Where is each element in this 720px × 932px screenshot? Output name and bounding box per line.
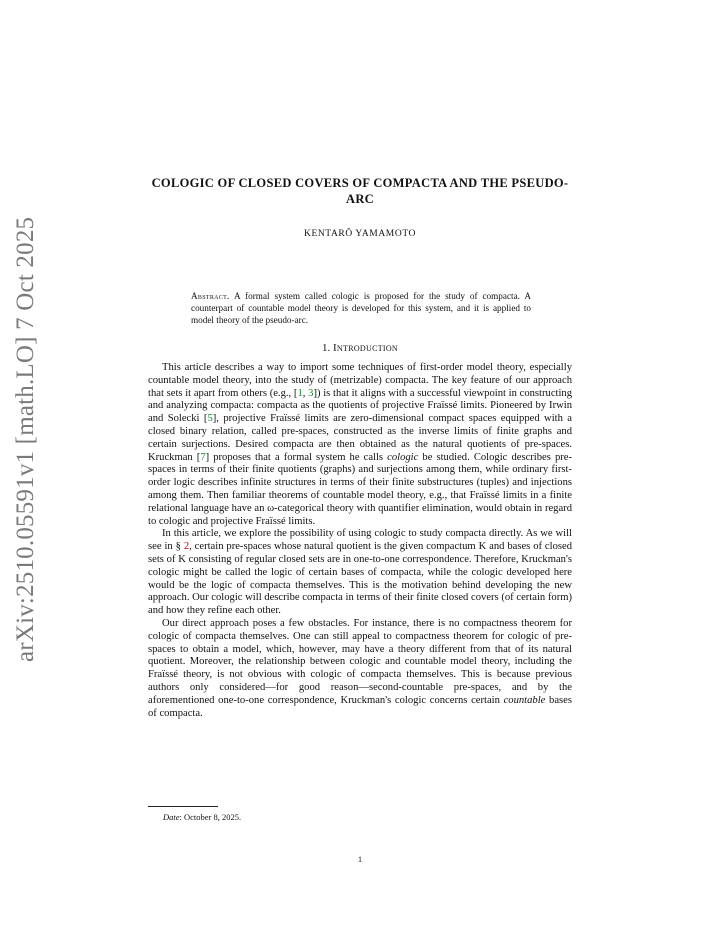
author-name: KENTARŌ YAMAMOTO xyxy=(303,229,417,239)
text-run: , certain pre-spaces whose natural quotient is the given compactum K and bases of closed sets of K consisting of regular closed sets are in one-to-one correspondence. Therefore, Kruckman's cologic might be called the logic of certain bases of compacta, while the cologic developed here would be the logic of compacta themselves. This is the motivation behind developing the new approach. Our cologic will describe compacta in terms of their finite closed covers (of certain form) and how they refine each other. xyxy=(148,541,572,617)
citation-link[interactable]: 1 xyxy=(297,387,303,399)
text-run: Our direct approach poses a few obstacles. For instance, there is no compactness theorem for cologic of compacta themselves. One can still appeal to compactness theorem for cologic of pre-spaces to obtain a model, which, however, may have a theory different from that of its natural quotient. Moreover, the relationship between cologic and countable model theory, including the Fraïssé theory, is not obvious with cologic of compacta themselves. This is because previous authors only considered—for good reason—second-countable pre-spaces, and by the aforementioned one-to-one correspondence, Kruckman's cologic concerns certain xyxy=(148,617,572,706)
section-number: 1. xyxy=(321,342,331,354)
section-ref-link[interactable]: 2 xyxy=(183,541,190,553)
emphasis: countable xyxy=(503,694,546,706)
abstract xyxy=(191,290,531,326)
text-run: ], projective Fraïssé limits are zero-dimensional compact spaces equipped with a closed binary relation, called pre-spaces, constructed as the inverse limits of finite graphs and certain surjections. Desired compacta are then obtained as the natural quotients of pre-spaces. Kruckman [ xyxy=(148,413,572,463)
footnote-rule xyxy=(148,806,218,807)
text-run: bases of compacta. xyxy=(148,694,572,719)
text-run: ] proposes that a formal system he calls xyxy=(205,451,388,463)
paragraph-2 xyxy=(148,528,572,618)
paper-title: COLOGIC OF CLOSED COVERS OF COMPACTA AND THE PSEUDO-ARC xyxy=(151,176,569,206)
text-run: In this article, we explore the possibility of using cologic to study compacta directly. As we will see in § xyxy=(148,528,572,553)
footnote-text: : October 8, 2025. xyxy=(179,812,242,822)
emphasis: cologic xyxy=(387,451,419,463)
abstract-text: A formal system called cologic is proposed for the study of compacta. A counterpart of countable model theory is developed for this system, and it is applied to model theory of the pseudo-arc. xyxy=(191,291,531,325)
text-run: ]) is that it aligns with a successful viewpoint in constructing and analyzing compacta: compacta as the quotients of projective Fraïssé limits. Pioneered by Irwin and Solecki [ xyxy=(148,387,573,425)
section-body xyxy=(148,362,572,720)
section-title: Introduction xyxy=(332,342,399,354)
citation-link[interactable]: 5 xyxy=(207,413,213,425)
paragraph-1 xyxy=(148,362,572,528)
footnote xyxy=(163,812,463,822)
section-heading xyxy=(150,342,570,354)
text-run: be studied. Cologic describes pre-spaces in terms of their finite quotients (graphs) and surjections among them, while ordinary first-order logic describes infinite structures in terms of their finite substructures (tuples) and injections among them. Then familiar theorems of countable model theory, e.g., that Fraïssé limits in a finite relational language have an ω-categorical theory with quantifier elimination, would obtain in regard to cologic and projective Fraïssé limits. xyxy=(148,451,573,527)
citation-link[interactable]: 3 xyxy=(308,387,314,399)
arxiv-identifier: arXiv:2510.05591v1 [math.LO] 7 Oct 2025 xyxy=(12,216,39,662)
paragraph-3 xyxy=(148,618,572,720)
citation-link[interactable]: 7 xyxy=(200,451,206,463)
text-run: This article describes a way to import some techniques of first-order model theory, especially countable model theory, into the study of (metrizable) compacta. The key feature of our approach that sets it apart from others (e.g., [ xyxy=(148,362,572,399)
page-number: 1 xyxy=(357,854,363,864)
text-run: , xyxy=(302,387,309,399)
footnote-label: Date xyxy=(163,812,180,822)
abstract-label: Abstract. xyxy=(191,291,230,301)
